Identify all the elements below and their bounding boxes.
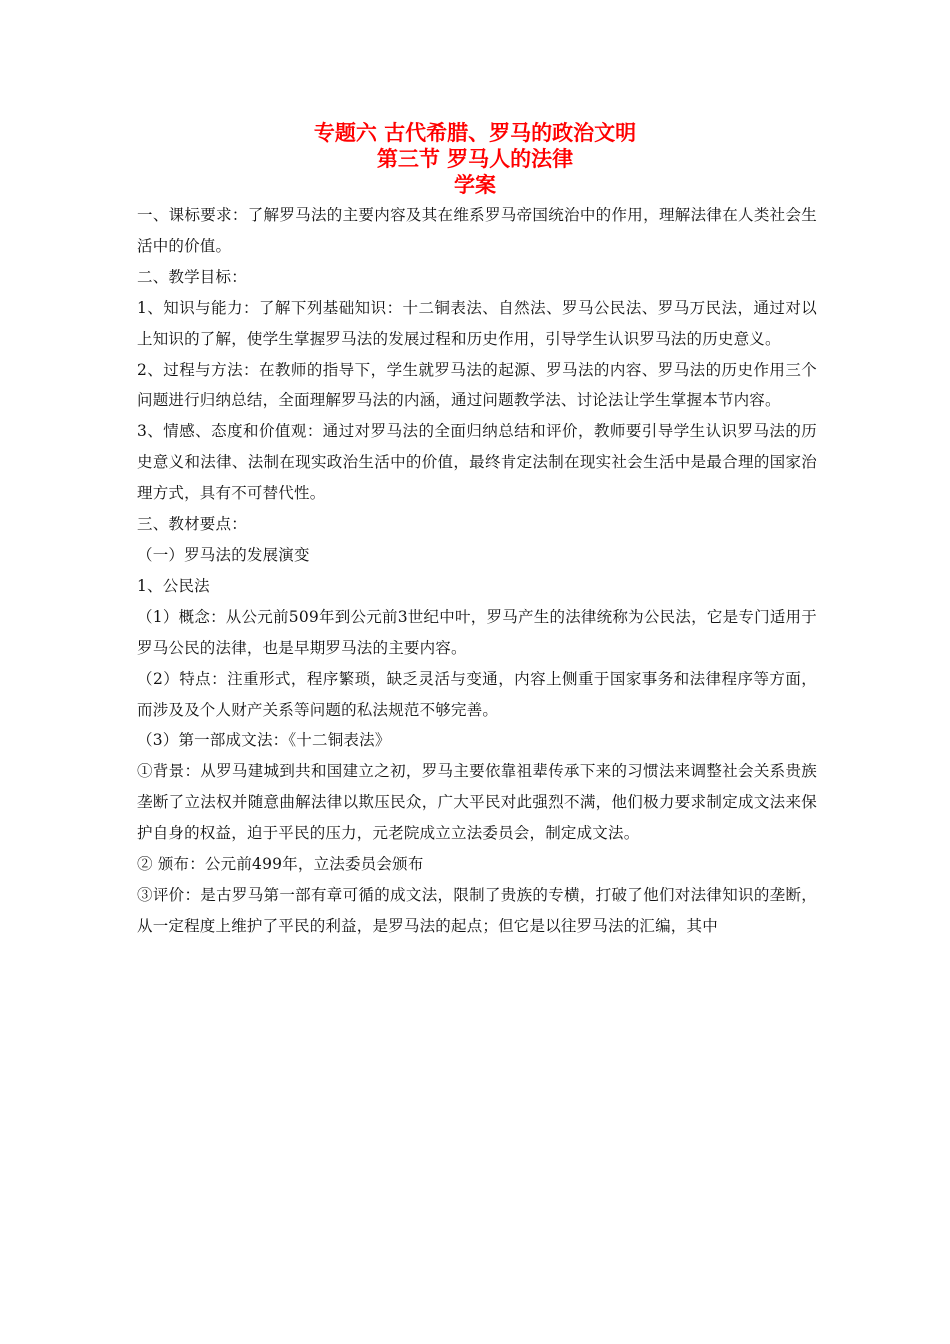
section-title: 第三节 罗马人的法律 xyxy=(376,147,574,171)
subsection-heading: （一）罗马法的发展演变 xyxy=(137,545,310,564)
goal-values: 3、情感、态度和价值观：通过对罗马法的全面归纳总结和评价，教师要引导学生认识罗马法的历史意义和法律、法制在现实政治生活中的价值，最终肯定法制在现实社会生活中是最合理的国家治理方式，具有不可替代性。 xyxy=(137,422,817,503)
doc-type-title: 学案 xyxy=(454,173,496,197)
curriculum-requirement: 一、课标要求：了解罗马法的主要内容及其在维系罗马帝国统治中的作用，理解法律在人类社会生活中的价值。 xyxy=(137,206,817,255)
first-written-law: （3）第一部成文法：《十二铜表法》 xyxy=(137,731,391,750)
teaching-goals-heading: 二、教学目标： xyxy=(137,267,247,286)
goal-knowledge-ability: 1、知识与能力：了解下列基础知识：十二铜表法、自然法、罗马公民法、罗马万民法，通过对以上知识的了解，使学生掌握罗马法的发展过程和历史作用，引导学生认识罗马法的历史意义。 xyxy=(137,298,817,348)
evaluation-paragraph: ③评价：是古罗马第一部有章可循的成文法，限制了贵族的专横，打破了他们对法律知识的垄断，从一定程度上维护了平民的利益，是罗马法的起点；但它是以往罗马法的汇编，其中 xyxy=(137,885,817,935)
topic-title: 专题六 古代希腊、罗马的政治文明 xyxy=(313,121,637,145)
title-block xyxy=(0,120,950,198)
background-paragraph: ①背景：从罗马建城到共和国建立之初，罗马主要依靠祖辈传承下来的习惯法来调整社会关系贵族垄断了立法权并随意曲解法律以欺压民众，广大平民对此强烈不满，他们极力要求制定成文法来保护自身的权益，迫于平民的压力，元老院成立立法委员会，制定成文法。 xyxy=(137,762,817,843)
key-points-heading: 三、教材要点： xyxy=(137,515,247,534)
civil-law-concept: （1）概念：从公元前509年到公元前3世纪中叶，罗马产生的法律统称为公民法，它是专门适用于罗马公民的法律，也是早期罗马法的主要内容。 xyxy=(137,607,817,657)
civil-law-heading: 1、公民法 xyxy=(137,576,210,595)
document-body xyxy=(137,200,817,942)
promulgation-paragraph: ② 颁布：公元前499年，立法委员会颁布 xyxy=(137,855,424,874)
goal-process-method: 2、过程与方法：在教师的指导下，学生就罗马法的起源、罗马法的内容、罗马法的历史作用三个问题进行归纳总结，全面理解罗马法的内涵，通过问题教学法、讨论法让学生掌握本节内容。 xyxy=(137,360,817,410)
civil-law-features: （2）特点：注重形式，程序繁琐，缺乏灵活与变通，内容上侧重于国家事务和法律程序等方面，而涉及及个人财产关系等问题的私法规范不够完善。 xyxy=(137,669,817,719)
